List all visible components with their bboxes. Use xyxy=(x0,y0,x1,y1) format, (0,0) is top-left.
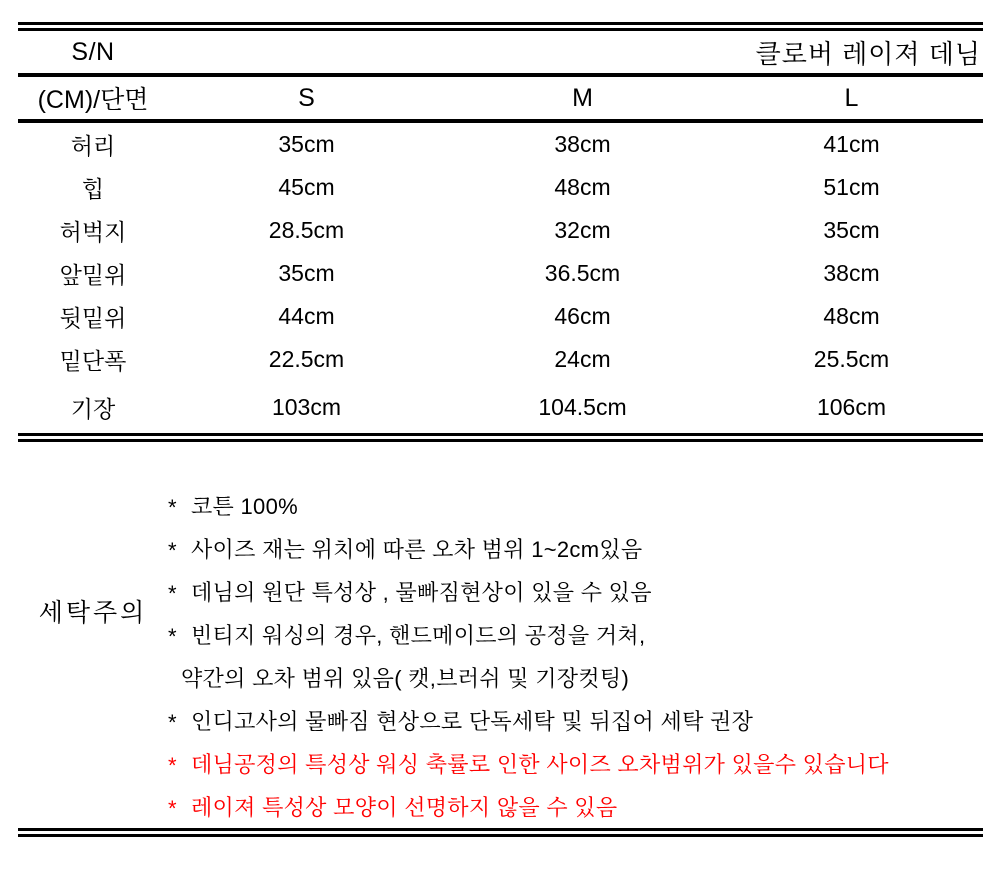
row-label: 뒷밑위 xyxy=(59,305,127,331)
care-note-text: 데님공정의 특성상 워싱 축률로 인한 사이즈 오차범위가 있을수 있습니다 xyxy=(191,752,889,777)
care-section xyxy=(18,442,983,828)
size-cell-s: 35cm xyxy=(278,131,335,157)
asterisk-bullet: * xyxy=(168,494,177,520)
asterisk-bullet: * xyxy=(168,752,177,778)
size-cell-m: 46cm xyxy=(554,303,611,329)
size-cell-l: 25.5cm xyxy=(813,346,890,372)
care-note-text: 레이져 특성상 모양이 선명하지 않을 수 있음 xyxy=(191,795,618,820)
table-title-row xyxy=(18,31,983,73)
care-note-cotton xyxy=(168,484,983,527)
unit-header-cell: (CM)/단면 xyxy=(37,86,149,114)
size-cell-l: 38cm xyxy=(823,260,880,286)
care-note-vintage-washing xyxy=(168,613,983,656)
care-note-shrinkage-warning xyxy=(168,742,983,785)
table-row-hem-width xyxy=(18,338,983,381)
size-header-m: M xyxy=(572,83,593,112)
row-label: 밑단폭 xyxy=(59,348,127,374)
size-cell-s: 35cm xyxy=(278,260,335,286)
size-cell-l: 48cm xyxy=(823,303,880,329)
care-note-text: 빈티지 워싱의 경우, 핸드메이드의 공정을 거쳐, xyxy=(191,623,646,648)
size-header-l: L xyxy=(844,83,859,112)
asterisk-bullet: * xyxy=(168,537,177,563)
care-note-text: 사이즈 재는 위치에 따른 오차 범위 1~2cm있음 xyxy=(191,537,643,562)
asterisk-bullet: * xyxy=(168,709,177,735)
care-note-laser-warning xyxy=(168,785,983,828)
size-cell-m: 32cm xyxy=(554,217,611,243)
size-chart-sheet xyxy=(18,22,983,837)
size-cell-s: 28.5cm xyxy=(268,217,345,243)
care-note-text: 데님의 원단 특성상 , 물빠짐현상이 있을 수 있음 xyxy=(191,580,652,605)
care-note-indigo xyxy=(168,699,983,742)
care-note-size-tolerance xyxy=(168,527,983,570)
care-note-denim-fabric xyxy=(168,570,983,613)
size-cell-l: 51cm xyxy=(823,174,880,200)
size-cell-s: 44cm xyxy=(278,303,335,329)
care-notes xyxy=(168,484,983,828)
row-label: 앞밑위 xyxy=(59,262,127,288)
table-row-length xyxy=(18,386,983,429)
size-cell-m: 104.5cm xyxy=(538,394,627,420)
size-cell-m: 24cm xyxy=(554,346,611,372)
size-cell-m: 38cm xyxy=(554,131,611,157)
care-note-text: 코튼 100% xyxy=(191,494,298,519)
care-section-label: 세탁주의 xyxy=(38,599,148,627)
size-cell-l: 41cm xyxy=(823,131,880,157)
bottom-double-rule xyxy=(18,828,983,837)
product-name: 클로버 레이져 데님 xyxy=(755,38,981,69)
table-row-back-rise xyxy=(18,295,983,338)
row-label: 허벅지 xyxy=(59,219,127,245)
asterisk-bullet: * xyxy=(168,580,177,606)
size-cell-s: 22.5cm xyxy=(268,346,345,372)
asterisk-bullet: * xyxy=(168,795,177,821)
table-row-hip xyxy=(18,166,983,209)
size-cell-m: 36.5cm xyxy=(544,260,621,286)
size-cell-l: 35cm xyxy=(823,217,880,243)
table-header-row xyxy=(18,77,983,119)
table-bottom-double-rule xyxy=(18,433,983,442)
size-cell-l: 106cm xyxy=(816,394,887,420)
row-label: 기장 xyxy=(70,396,116,422)
size-cell-m: 48cm xyxy=(554,174,611,200)
size-cell-s: 103cm xyxy=(271,394,342,420)
row-label: 힙 xyxy=(81,176,105,202)
care-note-text: 인디고사의 물빠짐 현상으로 단독세탁 및 뒤집어 세탁 권장 xyxy=(191,709,754,734)
size-header-s: S xyxy=(298,83,315,112)
care-note-text: 약간의 오차 범위 있음( 캣,브러쉬 및 기장컷팅) xyxy=(181,666,630,691)
table-row-front-rise xyxy=(18,252,983,295)
size-cell-s: 45cm xyxy=(278,174,335,200)
asterisk-bullet: * xyxy=(168,623,177,649)
care-note-vintage-washing-cont xyxy=(168,656,983,699)
row-label: 허리 xyxy=(70,133,116,159)
serial-number-label: S/N xyxy=(71,37,115,66)
table-row-waist xyxy=(18,123,983,166)
table-row-thigh xyxy=(18,209,983,252)
top-double-rule xyxy=(18,22,983,31)
table-body xyxy=(18,123,983,429)
